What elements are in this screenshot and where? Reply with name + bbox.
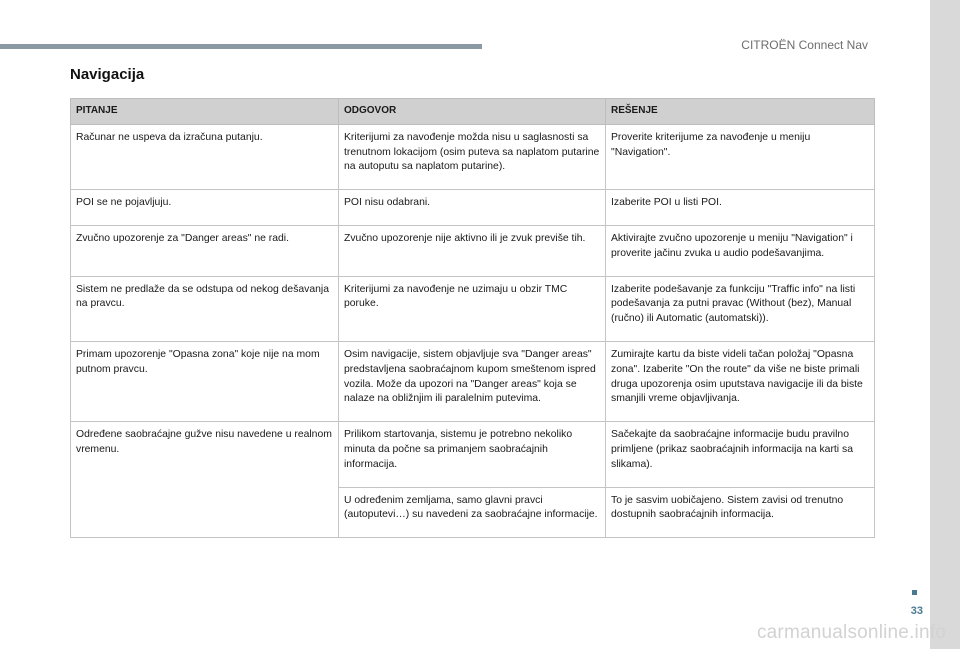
- section-title: Navigacija: [70, 66, 145, 83]
- answer-cell: Kriterijumi za navođenje ne uzimaju u obzir TMC poruke.: [339, 276, 606, 341]
- answer-cell: Prilikom startovanja, sistemu je potrebno nekoliko minuta da počne sa primanjem saobraćajnih informacija.: [339, 422, 606, 487]
- table-row: [71, 276, 875, 341]
- table-header-row: [71, 99, 875, 125]
- document-title: CITROËN Connect Nav: [741, 38, 868, 52]
- question-cell: Računar ne uspeva da izračuna putanju.: [71, 124, 339, 189]
- answer-cell: Kriterijumi za navođenje možda nisu u saglasnosti sa trenutnom lokacijom (osim puteva sa naplatom putarine na autoputu sa naplatom putarine).: [339, 124, 606, 189]
- table-row: [71, 422, 875, 487]
- watermark: carmanualsonline.info: [756, 622, 946, 643]
- solution-cell: Aktivirajte zvučno upozorenje u meniju "Navigation" i proverite jačinu zvuka u audio podešavanjima.: [606, 225, 875, 276]
- table-row: [71, 341, 875, 421]
- question-cell: Sistem ne predlaže da se odstupa od nekog dešavanja na pravcu.: [71, 276, 339, 341]
- table-row: [71, 190, 875, 226]
- page-marker-icon: [912, 590, 917, 595]
- column-header-solution: REŠENJE: [606, 99, 875, 125]
- column-header-answer: ODGOVOR: [339, 99, 606, 125]
- solution-cell: Izaberite POI u listi POI.: [606, 190, 875, 226]
- solution-cell: Proverite kriterijume za navođenje u meniju "Navigation".: [606, 124, 875, 189]
- answer-cell: POI nisu odabrani.: [339, 190, 606, 226]
- question-cell: Zvučno upozorenje za "Danger areas" ne radi.: [71, 225, 339, 276]
- solution-cell: To je sasvim uobičajeno. Sistem zavisi od trenutno dostupnih saobraćajnih informacija.: [606, 487, 875, 538]
- answer-cell: Osim navigacije, sistem objavljuje sva "Danger areas" predstavljena saobraćajnom kupom smeštenom ispred vozila. Može da upozori na "Danger areas" koja se nalaze na obližnjim ili paralelnim putevima.: [339, 341, 606, 421]
- column-header-question: PITANJE: [71, 99, 339, 125]
- answer-cell: Zvučno upozorenje nije aktivno ili je zvuk previše tih.: [339, 225, 606, 276]
- table-row: [71, 124, 875, 189]
- solution-cell: Zumirajte kartu da biste videli tačan položaj "Opasna zona". Izaberite "On the route" da više ne biste primali druga upozorenja osim uputstava navigacije ili da biste smanjili vreme objavljivanja.: [606, 341, 875, 421]
- solution-cell: Izaberite podešavanje za funkciju "Traffic info" na listi podešavanja za putni pravac (Without (bez), Manual (ručno) ili Automatic (automatski)).: [606, 276, 875, 341]
- question-cell: POI se ne pojavljuju.: [71, 190, 339, 226]
- right-margin-band: [930, 0, 960, 649]
- table-row: [71, 225, 875, 276]
- solution-cell: Sačekajte da saobraćajne informacije budu pravilno primljene (prikaz saobraćajnih informacija na karti sa slikama).: [606, 422, 875, 487]
- question-cell: Određene saobraćajne gužve nisu navedene u realnom vremenu.: [71, 422, 339, 538]
- question-cell: Primam upozorenje "Opasna zona" koje nije na mom putnom pravcu.: [71, 341, 339, 421]
- troubleshooting-table: [70, 98, 875, 538]
- page-number: 33: [910, 605, 923, 617]
- answer-cell: U određenim zemljama, samo glavni pravci (autoputevi…) su navedeni za saobraćajne informacije.: [339, 487, 606, 538]
- header-accent-bar: [0, 44, 482, 49]
